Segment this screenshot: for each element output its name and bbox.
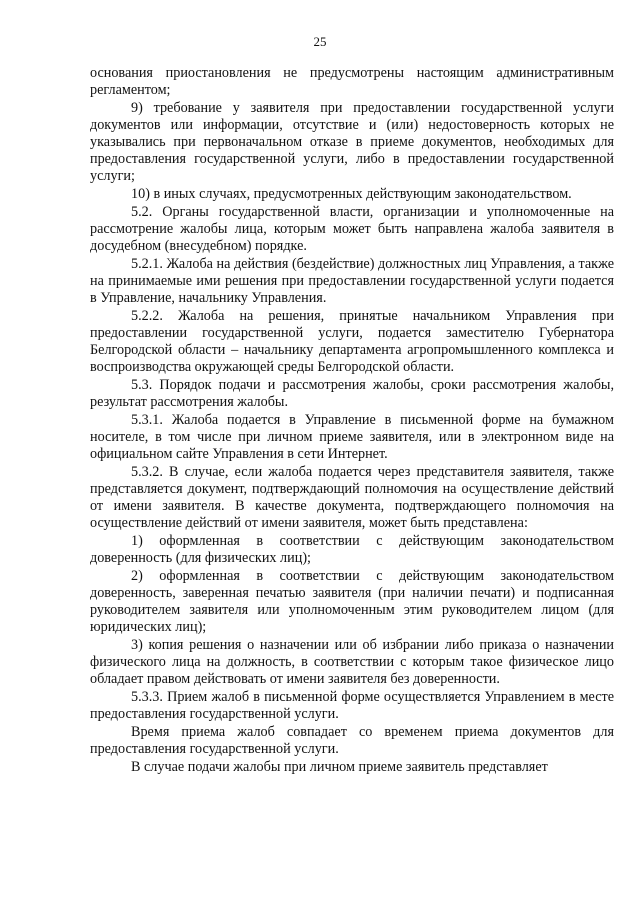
paragraph: 10) в иных случаях, предусмотренных действующим законодательством. <box>131 186 572 202</box>
document-body <box>90 65 614 776</box>
paragraph: 1) оформленная в соответствии с действующим законодательством доверенность (для физических лиц); <box>90 533 614 566</box>
paragraph: 9) требование у заявителя при предоставлении государственной услуги документов или информации, отсутствие и (или) недостоверность которых не указывались при первоначальном отказе в приеме документов, необходимых для предоставления государственной услуги, либо в предоставлении государственной услуги; <box>90 100 614 184</box>
paragraph: 5.2.2. Жалоба на решения, принятые начальником Управления при предоставлении государственной услуги, подается заместителю Губернатора Белгородской области – начальнику департамента агропромышленного комплекса и воспроизводства окружающей среды Белгородской области. <box>90 308 614 375</box>
paragraph: 5.2.1. Жалоба на действия (бездействие) должностных лиц Управления, а также на принимаемые ими решения при предоставлении государственной услуги подается в Управление, начальнику Управления. <box>90 256 614 306</box>
paragraph: 5.3.3. Прием жалоб в письменной форме осуществляется Управлением в месте предоставления государственной услуги. <box>90 689 614 722</box>
paragraph: основания приостановления не предусмотрены настоящим административным регламентом; <box>90 65 614 98</box>
paragraph: 3) копия решения о назначении или об избрании либо приказа о назначении физического лица на должность, в соответствии с которым такое физическое лицо обладает правом действовать от имени заявителя без доверенности. <box>90 637 614 687</box>
paragraph: 5.3.1. Жалоба подается в Управление в письменной форме на бумажном носителе, в том числе при личном приеме заявителя, или в электронном виде на официальном сайте Управления в сети Интернет. <box>90 412 614 462</box>
paragraph: Время приема жалоб совпадает со временем приема документов для предоставления государственной услуги. <box>90 724 614 757</box>
page-number: 25 <box>313 34 327 49</box>
paragraph: 5.2. Органы государственной власти, организации и уполномоченные на рассмотрение жалобы лица, которым может быть направлена жалоба заявителя в досудебном (внесудебном) порядке. <box>90 204 614 254</box>
paragraph: 5.3. Порядок подачи и рассмотрения жалобы, сроки рассмотрения жалобы, результат рассмотрения жалобы. <box>90 377 614 410</box>
paragraph: В случае подачи жалобы при личном приеме заявитель представляет <box>131 759 548 775</box>
paragraph: 2) оформленная в соответствии с действующим законодательством доверенность, заверенная печатью заявителя (при наличии печати) и подписанная руководителем заявителя или уполномоченным этим руководителем лицом (для юридических лиц); <box>90 568 614 635</box>
paragraph: 5.3.2. В случае, если жалоба подается через представителя заявителя, также представляется документ, подтверждающий полномочия на осуществление действий от имени заявителя. В качестве документа, подтверждающего полномочия на осуществление действий от имени заявителя, может быть представлена: <box>90 464 614 531</box>
